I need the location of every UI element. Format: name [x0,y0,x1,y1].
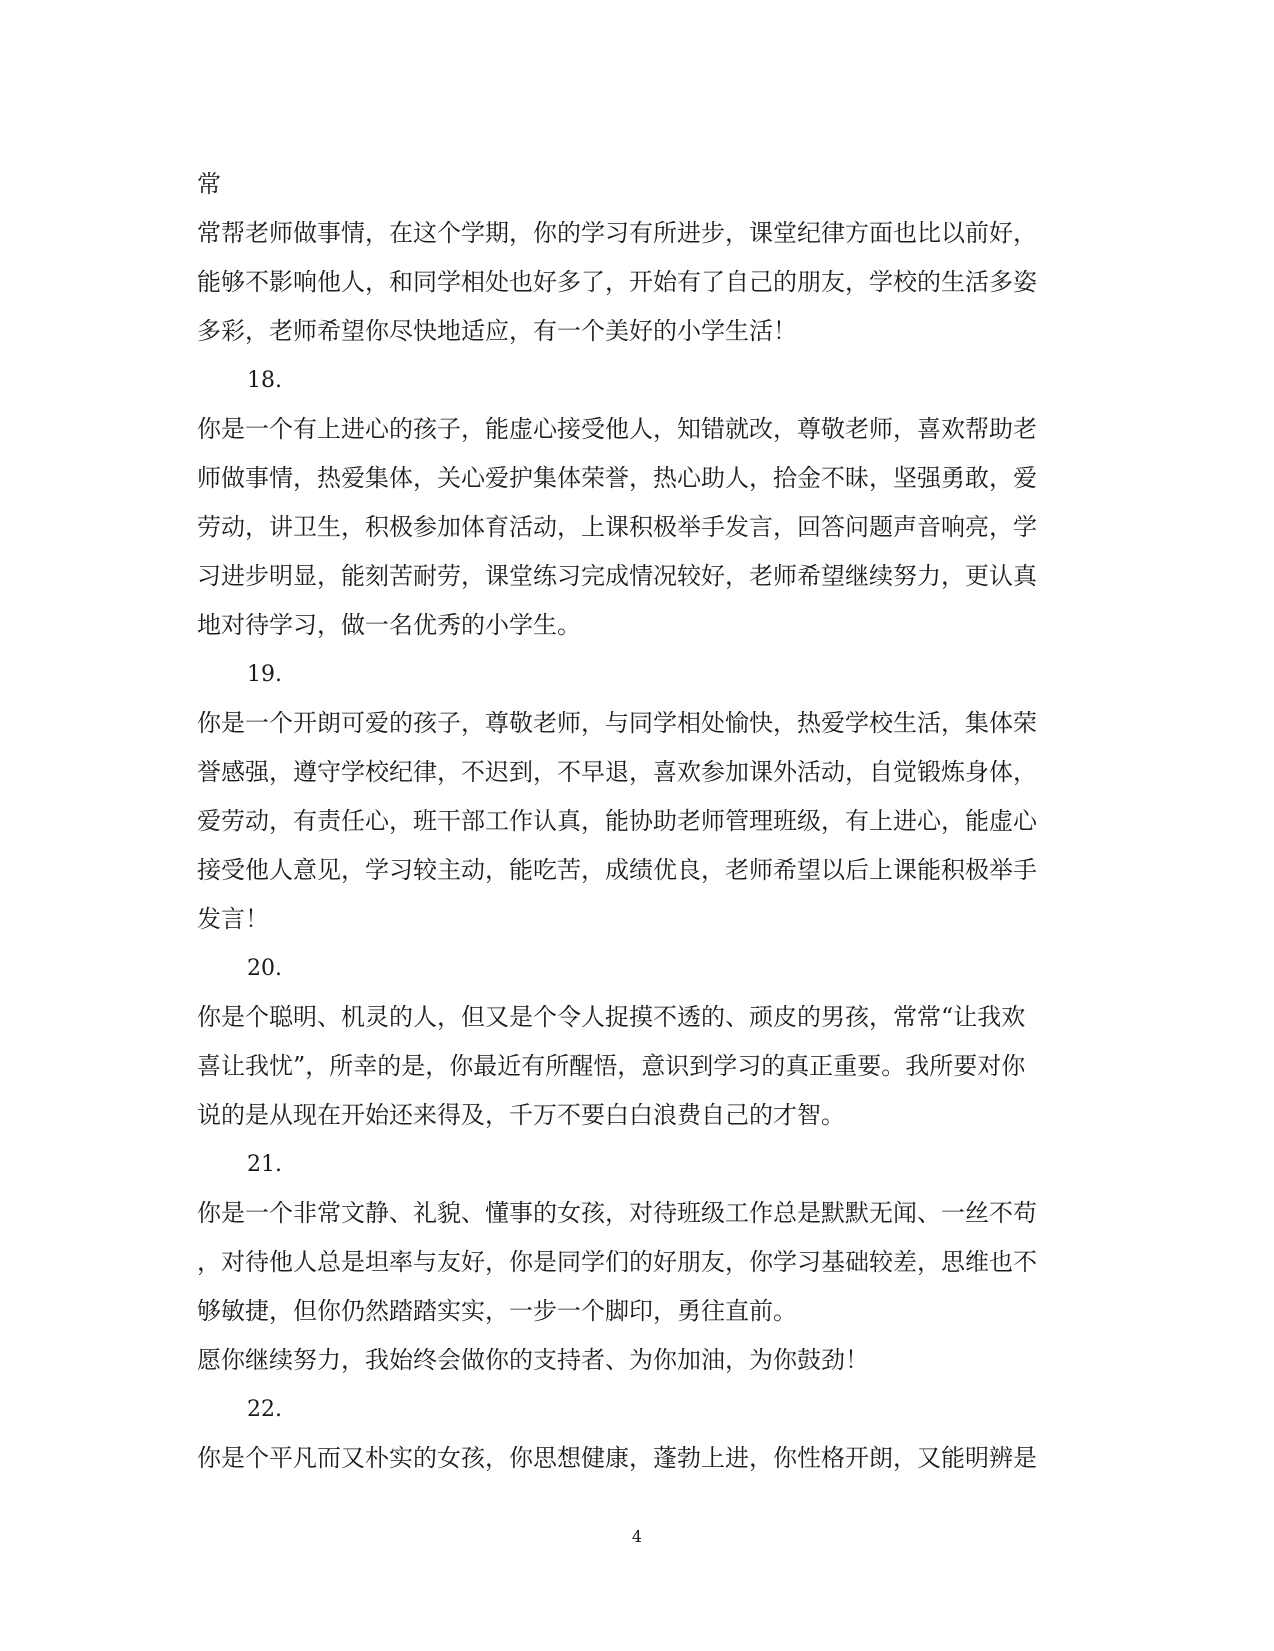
text-line: 师做事情，热爱集体，关心爱护集体荣誉，热心助人，拾金不昧，坚强勇敢，爱 [197,464,1037,492]
text-line: 常帮老师做事情，在这个学期，你的学习有所进步，课堂纪律方面也比以前好， [197,219,1037,247]
text-line: 愿你继续努力，我始终会做你的支持者、为你加油，为你鼓劲！ [197,1346,869,1374]
item-number: 21. [247,1152,282,1177]
text-line: 誉感强，遵守学校纪律，不迟到，不早退，喜欢参加课外活动，自觉锻炼身体， [197,758,1037,786]
item-number: 20. [247,956,282,981]
text-line: 够敏捷，但你仍然踏踏实实，一步一个脚印，勇往直前。 [197,1297,797,1325]
text-line: 多彩，老师希望你尽快地适应，有一个美好的小学生活！ [197,317,797,345]
text-line: 你是一个开朗可爱的孩子，尊敬老师，与同学相处愉快，热爱学校生活，集体荣 [197,709,1037,737]
item-number: 22. [247,1397,282,1422]
text-line: 接受他人意见，学习较主动，能吃苦，成绩优良，老师希望以后上课能积极举手 [197,856,1037,884]
text-line: 地对待学习，做一名优秀的小学生。 [197,611,581,639]
text-line: 你是一个非常文静、礼貌、懂事的女孩，对待班级工作总是默默无闻、一丝不苟 [197,1199,1037,1227]
text-line: 说的是从现在开始还来得及，千万不要白白浪费自己的才智。 [197,1101,845,1129]
page-number: 4 [631,1527,643,1546]
item-number: 19. [247,662,282,687]
text-line: 你是个平凡而又朴实的女孩，你思想健康，蓬勃上进，你性格开朗，又能明辨是 [197,1444,1037,1472]
item-number: 18. [247,368,282,393]
text-line: 喜让我忧”，所幸的是，你最近有所醒悟，意识到学习的真正重要。我所要对你 [197,1052,1026,1080]
text-line: 常 [197,170,221,198]
body-text [197,160,1077,1483]
text-line: 习进步明显，能刻苦耐劳，课堂练习完成情况较好，老师希望继续努力，更认真 [197,562,1037,590]
text-line: 你是个聪明、机灵的人，但又是个令人捉摸不透的、顽皮的男孩，常常“让我欢 [197,1003,1026,1031]
text-line: ，对待他人总是坦率与友好，你是同学们的好朋友，你学习基础较差，思维也不 [197,1248,1037,1276]
text-line: 你是一个有上进心的孩子，能虚心接受他人，知错就改，尊敬老师，喜欢帮助老 [197,415,1037,443]
text-line: 爱劳动，有责任心，班干部工作认真，能协助老师管理班级，有上进心，能虚心 [197,807,1037,835]
text-line: 劳动，讲卫生，积极参加体育活动，上课积极举手发言，回答问题声音响亮，学 [197,513,1037,541]
text-line: 发言！ [197,905,269,933]
text-line: 能够不影响他人，和同学相处也好多了，开始有了自己的朋友，学校的生活多姿 [197,268,1037,296]
